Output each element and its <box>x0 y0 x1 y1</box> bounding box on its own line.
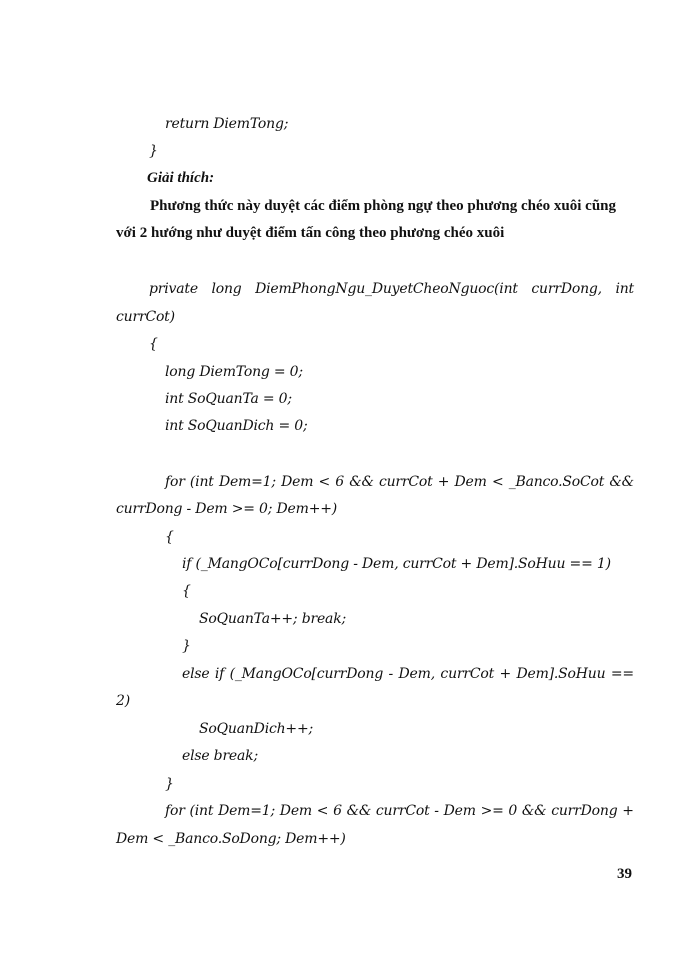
code-close-brace: } <box>182 638 191 654</box>
word: currCot <box>440 666 495 682</box>
word: && <box>609 474 634 490</box>
word: && <box>349 474 374 490</box>
word: < <box>318 474 331 490</box>
word: Dem <box>454 474 487 490</box>
code-else-break: else break; <box>182 748 258 764</box>
word: Dem <box>443 803 476 819</box>
word: (_MangOCo[currDong <box>229 666 384 682</box>
word: - <box>388 666 394 682</box>
code-open-brace: { <box>149 336 158 352</box>
code-open-brace: { <box>182 583 191 599</box>
code-for-loop-2-line-1 <box>165 803 634 819</box>
word: && <box>521 803 547 819</box>
code-else-if-line-1 <box>182 666 634 682</box>
word: for <box>165 803 185 819</box>
word: Dem=1; <box>218 803 276 819</box>
code-close-brace: } <box>165 776 174 792</box>
word: Dem].SoHuu <box>516 666 606 682</box>
word: Dem <box>279 803 312 819</box>
word: < <box>491 474 504 490</box>
word: == <box>610 666 634 682</box>
word: + <box>437 474 450 490</box>
word: DiemPhongNgu_DuyetCheoNguoc(int <box>255 281 518 297</box>
word: currCot <box>378 474 433 490</box>
word: Dem=1; <box>218 474 276 490</box>
code-soquanta-break: SoQuanTa++; break; <box>199 611 346 627</box>
code-return-line: return DiemTong; <box>165 116 289 132</box>
word: (int <box>189 803 214 819</box>
word: 6 <box>333 803 342 819</box>
code-var-diemtong: long DiemTong = 0; <box>165 364 303 380</box>
word: + <box>622 803 634 819</box>
method-declaration-line-2: currCot) <box>116 309 175 325</box>
code-for-loop-1-line-1 <box>165 474 634 490</box>
code-if-statement: if (_MangOCo[currDong - Dem, currCot + Dem].SoHuu == 1) <box>182 556 611 572</box>
word: currDong, <box>531 281 602 297</box>
word: if <box>214 666 225 682</box>
code-close-brace: } <box>149 143 158 159</box>
word: Dem, <box>398 666 435 682</box>
word: _Banco.SoCot <box>508 474 605 490</box>
word: private <box>149 281 198 297</box>
code-else-if-line-2: 2) <box>116 693 130 709</box>
explanation-line-2: với 2 hướng như duyệt điểm tấn công theo phương chéo xuôi <box>116 225 505 241</box>
word: - <box>434 803 439 819</box>
word: long <box>211 281 242 297</box>
word: currCot <box>375 803 430 819</box>
word: >= <box>480 803 504 819</box>
word: && <box>346 803 372 819</box>
explanation-line-1: Phương thức này duyệt các điểm phòng ngự theo phương chéo xuôi cũng <box>150 198 617 214</box>
code-var-soquanta: int SoQuanTa = 0; <box>165 391 292 407</box>
word: 6 <box>335 474 344 490</box>
word: for <box>165 474 185 490</box>
word: 0 <box>508 803 518 819</box>
word: Dem <box>281 474 314 490</box>
page-number: 39 <box>617 866 632 882</box>
code-open-brace: { <box>165 529 174 545</box>
code-soquandich-increment: SoQuanDich++; <box>199 721 314 737</box>
code-for-loop-1-line-2: currDong - Dem >= 0; Dem++) <box>116 501 338 517</box>
code-for-loop-2-line-2: Dem < _Banco.SoDong; Dem++) <box>116 831 346 847</box>
word: < <box>316 803 329 819</box>
method-declaration-line-1 <box>149 281 634 297</box>
word: else <box>182 666 210 682</box>
word: (int <box>189 474 214 490</box>
word: + <box>499 666 512 682</box>
word: int <box>615 281 634 297</box>
code-var-soquandich: int SoQuanDich = 0; <box>165 418 308 434</box>
word: currDong <box>551 803 618 819</box>
section-heading: Giải thích: <box>147 170 215 186</box>
